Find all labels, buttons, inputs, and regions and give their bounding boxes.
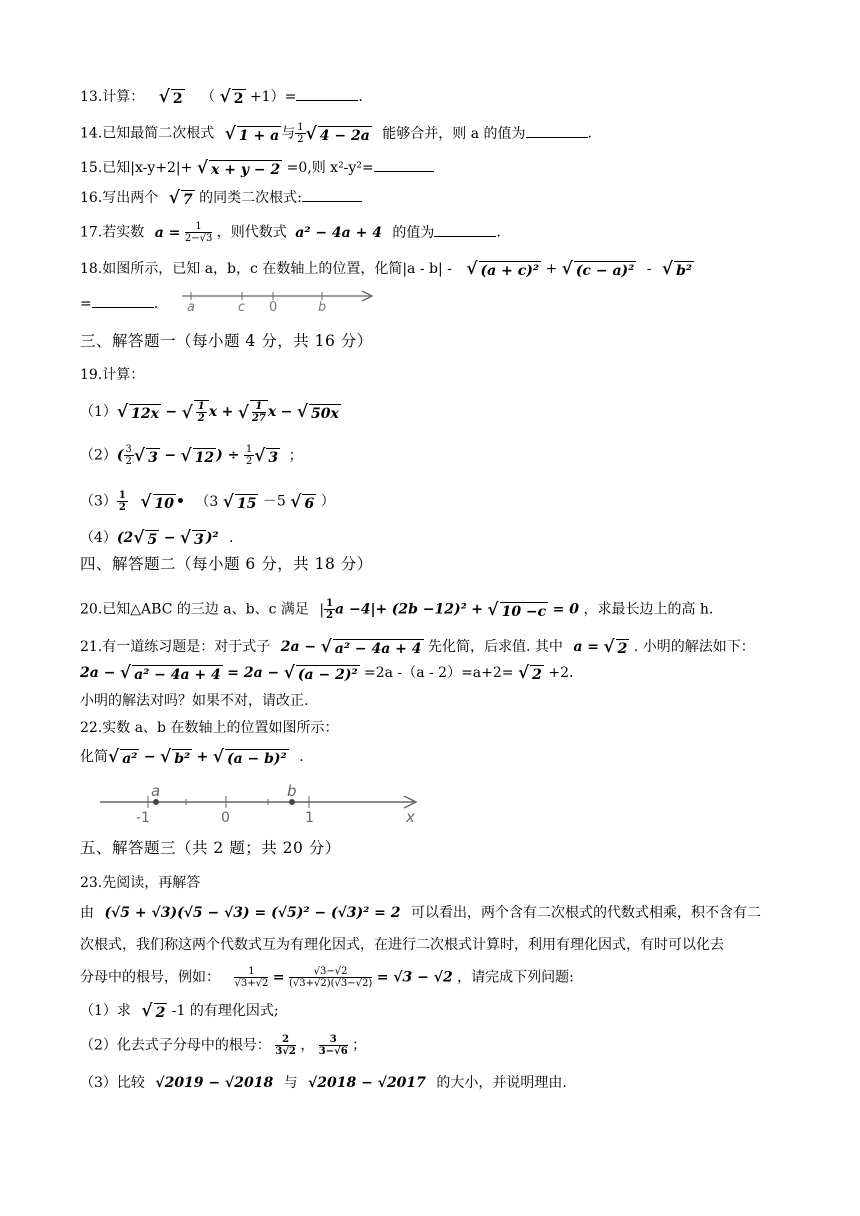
number-line-q18 <box>178 283 378 313</box>
eq: = 2a − <box>227 665 280 681</box>
close: ） <box>320 493 335 510</box>
fraction-1: $\frac{1}{√3+√2}$ <box>234 966 269 989</box>
expr: 2a − <box>80 665 116 681</box>
question-22-label: 22.实数 a、b 在数轴上的位置如图所示： <box>80 720 339 736</box>
open: (2 <box>116 530 134 546</box>
expression: a² − 4a + 4 <box>295 224 382 241</box>
radical-b: √ $\frac{1}{2}$ <box>182 400 209 424</box>
a-equals: a = <box>154 224 181 241</box>
radical-1: √ a² <box>108 747 138 767</box>
question-21-line2 <box>80 662 573 684</box>
yu: 与 <box>283 1075 298 1091</box>
q23-part1 <box>80 1000 279 1022</box>
l3-text: ，请完成下列问题: <box>457 969 574 986</box>
section-3-heading: 三、解答题一（每小题 4 分，共 16 分） <box>80 332 373 350</box>
q13-plus: +1）= <box>249 89 297 105</box>
q18-end: . <box>153 296 159 312</box>
sqrt-15: √ 15 <box>222 491 257 512</box>
rest: =2a -（a - 2）=a+2= <box>364 665 514 681</box>
radical-3: √ (a − b)² <box>212 747 287 767</box>
number-line-q22 <box>96 782 426 826</box>
minus: − <box>143 749 156 765</box>
question-21-line3: 小明的解法对吗？如果不对，请改正. <box>80 693 309 709</box>
plus-2: +2. <box>548 665 574 681</box>
section-5-heading: 五、解答题三（共 2 题；共 20 分） <box>80 839 341 857</box>
question-13 <box>80 86 363 108</box>
sqrt-3b: √ 3 <box>254 445 279 466</box>
radical-c: √ $\frac{1}{27}$ <box>237 401 266 424</box>
label-1: 1 <box>305 810 314 826</box>
expr-1: √2019 − √2018 <box>155 1075 274 1091</box>
q17-text2: 的值为 <box>392 224 435 241</box>
minus5: －5 <box>262 493 286 510</box>
radical: √ a² − 4a + 4 <box>320 637 422 657</box>
label-x: x <box>406 808 415 826</box>
plus: + <box>545 261 558 277</box>
x: x <box>208 404 218 420</box>
sqrt-10: √ 10 <box>140 491 175 512</box>
section-4-heading: 四、解答题二（每小题 6 分，共 18 分） <box>80 555 373 573</box>
equals: = <box>80 296 92 312</box>
q18-label: 18.如图所示，已知 a，b，c 在数轴上的位置，化简|a - b| - <box>80 261 452 277</box>
q19-part4 <box>80 527 233 549</box>
question-14 <box>80 122 592 145</box>
half-fraction: $\frac{1}{2}$ <box>297 122 304 145</box>
p3-label: （3） <box>80 493 117 510</box>
radical-1: √ a² − 4a + 4 <box>119 663 221 683</box>
q13-label: 13.计算： <box>80 89 145 105</box>
x2: x <box>267 404 277 420</box>
radical-3: √ b² <box>661 259 693 279</box>
p2-label: （2）化去式子分母中的根号： <box>80 1037 271 1054</box>
q16-text: 的同类二次根式: <box>199 190 302 206</box>
q15-text: =0,则 x²-y²= <box>286 160 374 176</box>
end: . <box>299 749 304 765</box>
q20-label: 20.已知△ABC 的三边 a、b、c 满足 <box>80 601 309 618</box>
sqrt-3: √ 3 <box>133 445 158 466</box>
label-0: 0 <box>221 810 230 826</box>
q16-label: 16.写出两个 <box>80 190 159 206</box>
q13-open: （ <box>201 89 216 105</box>
answer-blank <box>92 293 154 308</box>
q23-line3 <box>80 966 574 989</box>
question-20 <box>80 598 713 621</box>
p4-label: （4） <box>80 530 117 546</box>
sqrt-3: √ 3 <box>179 528 204 548</box>
fraction-a: $\frac{2}{3√2}$ <box>275 1034 296 1057</box>
answer-blank <box>302 187 362 202</box>
expr-2: √2018 − √2017 <box>308 1075 426 1091</box>
end: . <box>229 530 234 546</box>
answer-blank <box>296 86 358 101</box>
p1-label: （1）求 <box>80 1003 131 1019</box>
radical-1: √ (a + c)² <box>466 259 539 279</box>
radical: √ 10 −c <box>487 599 547 620</box>
label-c: c <box>238 300 246 313</box>
expr: 2a − <box>280 639 317 655</box>
sqrt-7: √ 7 <box>168 188 193 208</box>
radical-d: √ 50x <box>296 402 339 422</box>
result: = √3 − √2 <box>376 969 453 986</box>
q17-end: . <box>496 224 501 241</box>
divide: ) ÷ <box>216 447 240 464</box>
open: （3 <box>195 493 219 510</box>
answer-blank <box>374 157 434 172</box>
question-19-label: 19.计算： <box>80 367 145 383</box>
minus: − <box>163 530 176 546</box>
minus: - <box>646 261 652 277</box>
radical: √ x + y − 2 <box>196 158 281 178</box>
fraction-half: $\frac{1}{2}$ <box>118 490 126 513</box>
simplify: 化简 <box>80 749 108 765</box>
semicolon: ； <box>288 447 303 464</box>
label-neg1: -1 <box>136 810 150 826</box>
q19-part2 <box>80 444 303 467</box>
squared-term: (2b −12)² <box>391 601 467 618</box>
fraction-half: $\frac{1}{2}$ <box>326 598 334 621</box>
close-squared: )² <box>205 530 219 546</box>
p3-label: （3）比较 <box>80 1075 145 1091</box>
q23-line2: 次根式，我们称这两个代数式互为有理化因式，在进行二次根式计算时，利用有理化因式，有时可以化去 <box>80 937 724 953</box>
label-0: 0 <box>269 300 278 313</box>
q23-line1 <box>80 902 761 924</box>
p1-label: （1） <box>80 404 117 420</box>
q23-part2 <box>80 1034 366 1057</box>
fraction-b: $\frac{3}{3-√6}$ <box>318 1034 348 1057</box>
plus: + <box>471 601 483 618</box>
label-a: a <box>187 300 195 313</box>
q15-label: 15.已知|x-y+2|+ <box>80 160 193 176</box>
you: 由 <box>80 905 94 921</box>
fraction: $\frac{1}{2-√3}$ <box>184 221 213 244</box>
identity-expr: (√5 + √3)(√5 − √3) = (√5)² − (√3)² = 2 <box>104 905 401 921</box>
a-minus-4: a −4|+ <box>335 601 388 618</box>
q21-mid: 先化简，后求值. 其中 <box>427 639 563 655</box>
abs-open: | <box>319 601 325 618</box>
radical-2: √ (a − 2)² <box>283 663 358 683</box>
plus: + <box>196 749 209 765</box>
l1-text: 可以看出，两个含有二次根式的代数式相乘，积不含有二 <box>410 905 761 921</box>
label-b: b <box>318 300 327 313</box>
sqrt-5: √ 5 <box>133 528 158 548</box>
sqrt-6: √ 6 <box>290 491 315 512</box>
sqrt-2: √ 2 <box>141 1001 166 1021</box>
question-21-line1 <box>80 636 755 658</box>
sqrt-2: √ 2 <box>517 663 542 683</box>
q14-label: 14.已知最简二次根式 <box>80 125 215 142</box>
answer-blank <box>526 123 588 138</box>
minus: − <box>165 404 178 420</box>
question-15 <box>80 157 434 179</box>
radical-2: √ b² <box>160 747 191 767</box>
q14-end: . <box>587 125 592 142</box>
question-17 <box>80 221 501 244</box>
radical-1: √ 1 + a <box>224 123 280 144</box>
p1-text: -1 的有理化因式; <box>171 1003 279 1019</box>
q17-label: 17.若实数 <box>80 224 145 241</box>
p2-label: （2） <box>80 447 117 464</box>
label-a: a <box>151 782 161 800</box>
a-eq: a = <box>573 639 599 655</box>
minus2: − <box>280 404 293 420</box>
q19-part1 <box>80 400 341 424</box>
sqrt-2b: √ 2 <box>219 87 244 107</box>
answer-blank <box>434 222 496 237</box>
question-18 <box>80 258 694 280</box>
label-b: b <box>287 782 297 800</box>
q19-part3 <box>80 490 335 513</box>
fraction-2: $\frac{√3-√2}{(√3+√2)(√3-√2)}$ <box>288 966 373 989</box>
question-18-answer <box>80 293 158 315</box>
q23-part3 <box>80 1072 567 1094</box>
q21-intro: 21.有一道练习题是：对于式子 <box>80 639 271 655</box>
question-22-expr <box>80 746 304 768</box>
eq: = <box>272 969 285 986</box>
q14-text: 能够合并，则 a 的值为 <box>382 125 526 142</box>
question-16 <box>80 187 362 209</box>
fraction-half: $\frac{1}{2}$ <box>245 444 253 467</box>
plus: + <box>221 404 234 420</box>
dot: • <box>176 493 185 510</box>
p3-text: 的大小，并说明理由. <box>436 1075 567 1091</box>
radical-2: √ 4 − 2a <box>305 123 370 144</box>
example-label: 分母中的根号，例如： <box>80 969 220 986</box>
q13-end: . <box>358 89 363 105</box>
q17-text1: ，则代数式 <box>216 224 287 241</box>
question-23-label: 23.先阅读，再解答 <box>80 875 201 891</box>
q14-yu: 与 <box>281 125 296 142</box>
sqrt-2: √ 2 <box>158 87 183 107</box>
comma: ， <box>300 1037 315 1054</box>
semicolon: ； <box>352 1037 367 1054</box>
radical-a: √ 12x <box>116 402 159 422</box>
sqrt-12: √ 12 <box>180 445 215 466</box>
sqrt-2: √ 2 <box>603 637 628 657</box>
open-paren: ( <box>116 447 124 464</box>
q20-text: ，求最长边上的高 h. <box>583 601 714 618</box>
radical-2: √ (c − a)² <box>561 259 635 279</box>
equals-zero: = 0 <box>552 601 580 618</box>
fraction-3-2: $\frac{3}{2}$ <box>125 444 132 467</box>
q21-end: . 小明的解法如下： <box>633 639 755 655</box>
minus: − <box>164 447 177 464</box>
